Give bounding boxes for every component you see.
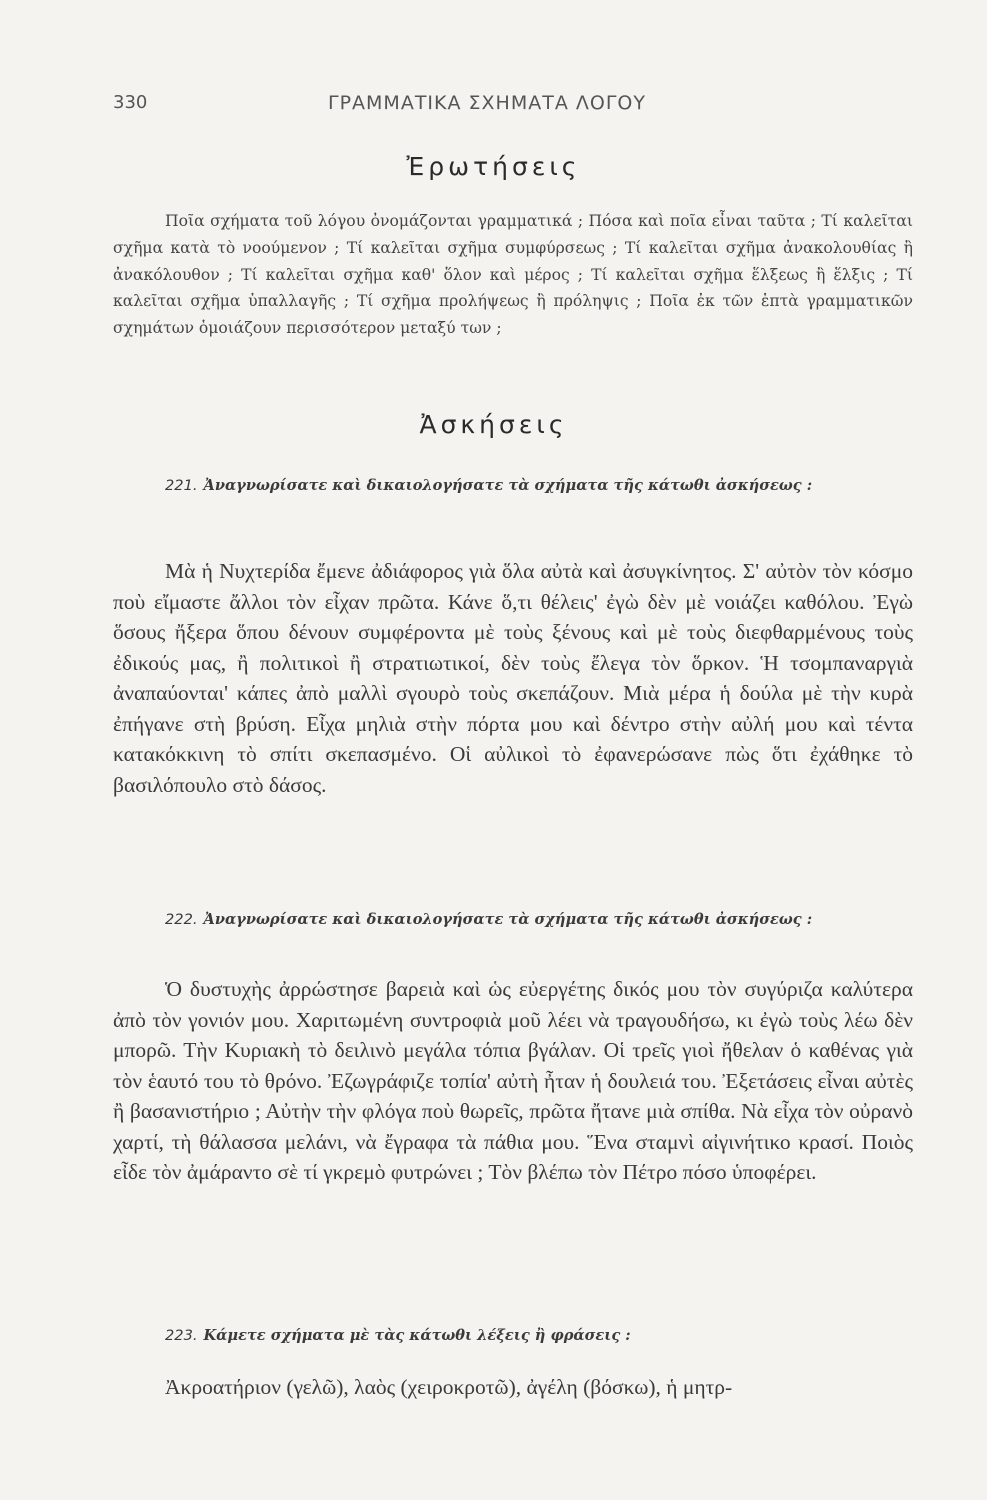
exercises-heading: Ἀσκήσεις (419, 410, 568, 439)
questions-text: Ποῖα σχήματα τοῦ λόγου ὀνομάζονται γραμματικά ; Πόσα καὶ ποῖα εἶναι ταῦτα ; Τί καλεῖται σχῆμα κατὰ τὸ νοούμενον ; Τί καλεῖται σχῆμα συμφύρσεως ; Τί καλεῖται σχῆμα ἀνακολουθίας ἢ ἀνακόλουθον ; Τί καλεῖται σχῆμα καθ' ὅλον καὶ μέρος ; Τί καλεῖται σχῆμα ἕλξεως ἢ ἕλξις ; Τί καλεῖται σχῆμα ὑπαλλαγῆς ; Τί σχῆμα προλήψεως ἢ πρόληψις ; Ποῖα ἐκ τῶν ἑπτὰ γραμματικῶν σχημάτων ὁμοιάζουν περισσότερον μεταξύ των ; (113, 212, 913, 338)
exercise-221-number: 221. (165, 477, 198, 494)
exercise-222-instruction: Ἀναγνωρίσατε καὶ δικαιολογήσατε τὰ σχήματα τῆς κάτωθι ἀσκήσεως : (203, 911, 813, 928)
exercise-221-title (113, 472, 913, 499)
exercise-221-text: Μὰ ἡ Νυχτερίδα ἔμενε ἀδιάφορος γιὰ ὅλα αὐτὰ καὶ ἀσυγκίνητος. Σ' αὐτὸν τὸν κόσμο ποὺ εἴμαστε ἄλλοι τὸν εἶχαν πρῶτα. Κάνε ὅ,τι θέλεις' ἐγὼ δὲν μὲ νοιάζει καθόλου. Ἐγὼ ὅσους ἤξερα ὅπου δένουν συμφέροντα μὲ τοὺς ξένους καὶ μὲ τοὺς διεφθαρμένους τοὺς ἐδικούς μας, ἢ πολιτικοὶ ἢ στρατιωτικοί, δὲν τοὺς ἔλεγα τὸν ὅρκον. Ἡ τσομπαναργιὰ ἀναπαύονται' κάπες ἀπὸ μαλλὶ σγουρὸ τοὺς σκεπάζουν. Μιὰ μέρα ἡ δούλα μὲ τὴν κυρὰ ἐπήγανε στὴ βρύση. Εἶχα μηλιὰ στὴν πόρτα μου καὶ δέντρο στὴν αὐλή μου καὶ τέντα κατακόκκινη τὸ σπίτι σκεπασμένο. Οἱ αὐλικοὶ τὸ ἐφανερώσανε πὼς ὅτι ἐχάθηκε τὸ βασιλόπουλο στὸ δάσος. (113, 559, 913, 797)
exercise-222-title (113, 906, 913, 933)
running-title: ΓΡΑΜΜΑΤΙΚΑ ΣΧΗΜΑΤΑ ΛΟΓΟΥ (328, 92, 646, 114)
exercise-222-text: Ὁ δυστυχὴς ἀρρώστησε βαρειὰ καὶ ὡς εὐεργέτης δικός μου τὸν συγύριζα καλύτερα ἀπὸ τὸν γονιόν μου. Χαριτωμένη συντροφιὰ μοῦ λέει νὰ τραγουδήσω, κι ἐγὼ τοὺς λέω δὲν μπορῶ. Τὴν Κυριακὴ τὸ δειλινὸ μεγάλα τόπια βγάλαν. Οἱ τρεῖς γιοὶ ἤθελαν ὁ καθένας γιὰ τὸν ἑαυτό του τὸ θρόνο. Ἐζωγράφιζε τοπία' αὐτὴ ἦταν ἡ δουλειά του. Ἐξετάσεις εἶναι αὐτὲς ἢ βασανιστήριο ; Αὐτὴν τὴν φλόγα ποὺ θωρεῖς, πρῶτα ἤτανε μιὰ σπίθα. Νὰ εἶχα τὸν οὐρανὸ χαρτί, τὴ θάλασσα μελάνι, νὰ ἔγραφα τὰ πάθια μου. Ἕνα σταμνὶ αἰγινήτικο κρασί. Ποιὸς εἶδε τὸν ἀμάραντο σὲ τί γκρεμὸ φυτρώνει ; Τὸν βλέπω τὸν Πέτρο πόσο ὑποφέρει. (113, 977, 913, 1184)
exercise-223-number: 223. (165, 1327, 198, 1344)
exercise-223-instruction: Κάμετε σχήματα μὲ τὰς κάτωθι λέξεις ἢ φράσεις : (203, 1327, 631, 1344)
exercise-223-title (113, 1322, 913, 1349)
running-head (113, 92, 913, 122)
exercise-222-number: 222. (165, 911, 198, 928)
exercise-221-instruction: Ἀναγνωρίσατε καὶ δικαιολογήσατε τὰ σχήματα τῆς κάτωθι ἀσκήσεως : (203, 477, 813, 494)
page-number: 330 (113, 92, 148, 113)
exercise-223-text: Ἀκροατήριον (γελῶ), λαὸς (χειροκροτῶ), ἀγέλη (βόσκω), ἡ μητρ- (165, 1375, 733, 1399)
questions-heading: Ἐρωτήσεις (406, 152, 581, 181)
